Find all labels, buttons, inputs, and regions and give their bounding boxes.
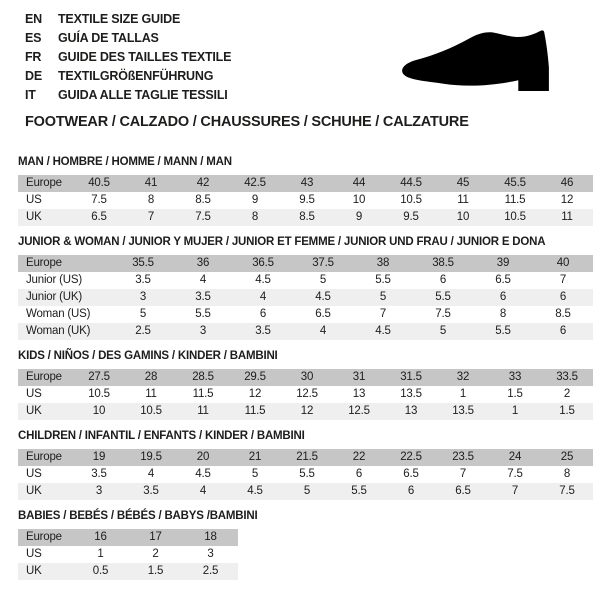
size-cell: 10.5	[400, 194, 422, 206]
size-cell: 12.5	[348, 405, 370, 417]
table-row	[18, 323, 593, 340]
size-cell: 27.5	[88, 371, 110, 383]
size-cell: 5	[319, 274, 327, 286]
size-cell: 7.5	[91, 194, 107, 206]
size-cell: 40	[556, 257, 570, 269]
size-cell: 6	[355, 468, 363, 480]
size-cell: 6.5	[455, 485, 471, 497]
size-cell: 41	[144, 177, 158, 189]
size-cell: 4.5	[195, 468, 211, 480]
row-label: UK	[26, 485, 42, 497]
language-label: GUIDE DES TAILLES TEXTILE	[58, 50, 232, 64]
size-cell: 5	[139, 308, 147, 320]
size-cell: 7	[379, 308, 387, 320]
size-cell: 10.5	[504, 211, 526, 223]
table-title: MAN / HOMBRE / HOMME / MANN / MAN	[18, 156, 232, 168]
size-cell: 23.5	[452, 451, 474, 463]
size-tables	[0, 156, 600, 580]
size-cell: 9.5	[299, 194, 315, 206]
size-cell: 29.5	[244, 371, 266, 383]
size-cell: 7.5	[559, 485, 575, 497]
size-cell: 5.5	[495, 325, 511, 337]
size-cell: 11.5	[244, 405, 266, 417]
size-cell: 11.5	[192, 388, 214, 400]
size-cell: 13.5	[400, 388, 422, 400]
table-row	[18, 289, 593, 306]
language-row	[25, 10, 600, 29]
size-cell: 2	[152, 548, 159, 560]
size-cell: 21.5	[296, 451, 318, 463]
table-row	[18, 546, 238, 563]
size-cell: 39	[496, 257, 510, 269]
size-cell: 10.5	[88, 388, 110, 400]
size-cell: 5	[379, 291, 387, 303]
size-cell: 1	[459, 388, 467, 400]
page-header	[0, 0, 600, 156]
table-row	[18, 529, 238, 546]
language-label: GUIDA ALLE TAGLIE TESSILI	[58, 88, 228, 102]
size-cell: 18	[204, 531, 217, 543]
size-cell: 5.5	[299, 468, 315, 480]
size-cell: 4.5	[375, 325, 391, 337]
row-label: Europe	[26, 371, 62, 383]
row-label: US	[26, 388, 42, 400]
table-row	[18, 483, 593, 500]
size-cell: 17	[149, 531, 162, 543]
size-cell: 4.5	[315, 291, 331, 303]
size-table	[18, 449, 593, 500]
row-label: Europe	[26, 451, 62, 463]
size-cell: 6	[559, 325, 567, 337]
size-cell: 4.5	[247, 485, 263, 497]
size-cell: 21	[248, 451, 262, 463]
size-cell: 11	[561, 211, 573, 223]
size-cell: 43	[300, 177, 314, 189]
size-cell: 9	[251, 194, 259, 206]
size-cell: 7.5	[507, 468, 523, 480]
size-cell: 36.5	[252, 257, 274, 269]
table-row	[18, 403, 593, 420]
size-cell: 6.5	[403, 468, 419, 480]
row-label: US	[26, 548, 42, 560]
size-cell: 31	[352, 371, 366, 383]
size-cell: 8.5	[299, 211, 315, 223]
size-cell: 6	[499, 291, 507, 303]
size-cell: 33.5	[556, 371, 578, 383]
size-cell: 28.5	[192, 371, 214, 383]
row-label: US	[26, 468, 42, 480]
language-code: FR	[25, 50, 42, 64]
size-cell: 6.5	[91, 211, 107, 223]
size-cell: 3	[199, 325, 207, 337]
size-cell: 11	[197, 405, 209, 417]
size-cell: 28	[144, 371, 158, 383]
size-cell: 31.5	[400, 371, 422, 383]
size-cell: 3.5	[255, 325, 271, 337]
size-cell: 33	[508, 371, 522, 383]
size-cell: 4.5	[255, 274, 271, 286]
size-cell: 7	[559, 274, 567, 286]
size-table	[18, 369, 593, 420]
language-code: ES	[25, 31, 42, 45]
size-cell: 10	[352, 194, 366, 206]
size-cell: 38	[376, 257, 390, 269]
size-table-section	[18, 236, 600, 340]
size-cell: 35.5	[132, 257, 154, 269]
size-cell: 1.5	[559, 405, 575, 417]
table-title: BABIES / BEBÉS / BÉBÉS / BABYS /BAMBINI	[18, 510, 258, 522]
table-row	[18, 192, 593, 209]
size-cell: 1	[511, 405, 519, 417]
row-label: UK	[26, 211, 42, 223]
size-cell: 40.5	[88, 177, 110, 189]
size-cell: 7.5	[195, 211, 211, 223]
size-cell: 6.5	[315, 308, 331, 320]
table-row	[18, 369, 593, 386]
size-cell: 1.5	[507, 388, 523, 400]
table-title: KIDS / NIÑOS / DES GAMINS / KINDER / BAMBINI	[18, 350, 278, 362]
size-cell: 8	[563, 468, 571, 480]
size-table	[18, 255, 593, 340]
size-cell: 8	[499, 308, 507, 320]
size-cell: 2	[563, 388, 571, 400]
size-cell: 5.5	[435, 291, 451, 303]
row-label: UK	[26, 405, 42, 417]
size-cell: 4	[199, 485, 207, 497]
table-title: JUNIOR & WOMAN / JUNIOR Y MUJER / JUNIOR ET FEMME / JUNIOR UND FRAU / JUNIOR E DONA	[18, 236, 546, 248]
size-cell: 36	[196, 257, 210, 269]
size-cell: 16	[94, 531, 107, 543]
size-cell: 9	[355, 211, 363, 223]
size-cell: 4	[259, 291, 267, 303]
size-cell: 6	[559, 291, 567, 303]
size-cell: 12	[300, 405, 314, 417]
size-table-section	[18, 350, 600, 420]
table-row	[18, 466, 593, 483]
table-row	[18, 175, 593, 192]
size-table	[18, 175, 593, 226]
size-cell: 32	[456, 371, 470, 383]
size-table-section	[18, 510, 600, 580]
size-cell: 3	[207, 548, 214, 560]
size-cell: 13.5	[452, 405, 474, 417]
size-cell: 7	[147, 211, 155, 223]
size-cell: 3.5	[143, 485, 159, 497]
size-table	[18, 529, 238, 580]
size-cell: 44.5	[400, 177, 422, 189]
language-label: GUÍA DE TALLAS	[58, 31, 159, 45]
size-cell: 8.5	[555, 308, 571, 320]
size-cell: 46	[560, 177, 574, 189]
size-cell: 5.5	[195, 308, 211, 320]
size-cell: 37.5	[312, 257, 334, 269]
size-cell: 38.5	[432, 257, 454, 269]
row-label: Europe	[26, 257, 62, 269]
table-row	[18, 272, 593, 289]
row-label: Europe	[26, 177, 62, 189]
row-label: Europe	[26, 531, 62, 543]
table-row	[18, 306, 593, 323]
table-row	[18, 386, 593, 403]
size-cell: 3.5	[135, 274, 151, 286]
size-table-section	[18, 156, 600, 226]
language-code: EN	[25, 12, 42, 26]
size-cell: 7	[511, 485, 519, 497]
size-cell: 1.5	[147, 565, 164, 577]
size-cell: 12	[560, 194, 574, 206]
size-cell: 19.5	[140, 451, 162, 463]
size-cell: 2.5	[202, 565, 219, 577]
size-cell: 42.5	[244, 177, 266, 189]
size-cell: 30	[300, 371, 314, 383]
size-cell: 5	[303, 485, 311, 497]
size-cell: 7.5	[435, 308, 451, 320]
size-cell: 0.5	[92, 565, 109, 577]
size-cell: 4	[199, 274, 207, 286]
size-cell: 8.5	[195, 194, 211, 206]
row-label: Woman (UK)	[26, 325, 91, 337]
size-cell: 22	[352, 451, 366, 463]
size-cell: 8	[147, 194, 155, 206]
size-table-section	[18, 430, 600, 500]
table-row	[18, 449, 593, 466]
size-cell: 19	[92, 451, 106, 463]
size-cell: 3.5	[195, 291, 211, 303]
size-cell: 5.5	[351, 485, 367, 497]
row-label: UK	[26, 565, 42, 577]
language-label: TEXTILGRÖßENFÜHRUNG	[58, 69, 214, 83]
size-cell: 10	[92, 405, 106, 417]
size-cell: 3	[139, 291, 147, 303]
size-cell: 5	[439, 325, 447, 337]
size-cell: 2.5	[135, 325, 151, 337]
row-label: Junior (US)	[26, 274, 82, 286]
size-cell: 12.5	[296, 388, 318, 400]
size-cell: 6.5	[495, 274, 511, 286]
size-cell: 5.5	[375, 274, 391, 286]
dress-shoe-icon	[394, 28, 576, 100]
size-cell: 1	[97, 548, 104, 560]
size-cell: 44	[352, 177, 366, 189]
size-cell: 4	[319, 325, 327, 337]
table-row	[18, 563, 238, 580]
size-cell: 11.5	[504, 194, 526, 206]
size-cell: 10	[456, 211, 470, 223]
size-cell: 22.5	[400, 451, 422, 463]
size-cell: 12	[248, 388, 262, 400]
size-cell: 45.5	[504, 177, 526, 189]
size-cell: 7	[459, 468, 467, 480]
row-label: Woman (US)	[26, 308, 91, 320]
size-cell: 3.5	[91, 468, 107, 480]
size-cell: 8	[251, 211, 259, 223]
size-cell: 6	[439, 274, 447, 286]
language-code: DE	[25, 69, 42, 83]
table-row	[18, 255, 593, 272]
size-cell: 42	[196, 177, 210, 189]
size-cell: 25	[560, 451, 574, 463]
size-cell: 11	[145, 388, 157, 400]
size-cell: 3	[95, 485, 103, 497]
size-cell: 13	[404, 405, 418, 417]
size-cell: 9.5	[403, 211, 419, 223]
size-cell: 13	[352, 388, 366, 400]
size-cell: 5	[251, 468, 259, 480]
table-row	[18, 209, 593, 226]
size-cell: 4	[147, 468, 155, 480]
size-cell: 10.5	[140, 405, 162, 417]
row-label: US	[26, 194, 42, 206]
size-cell: 6	[259, 308, 267, 320]
size-cell: 6	[407, 485, 415, 497]
size-cell: 45	[456, 177, 470, 189]
category-title: FOOTWEAR / CALZADO / CHAUSSURES / SCHUHE / CALZATURE	[25, 114, 469, 130]
table-title: CHILDREN / INFANTIL / ENFANTS / KINDER / BAMBINI	[18, 430, 305, 442]
language-code: IT	[25, 88, 36, 102]
size-cell: 20	[196, 451, 210, 463]
size-cell: 24	[508, 451, 522, 463]
language-label: TEXTILE SIZE GUIDE	[58, 12, 181, 26]
size-cell: 11	[457, 194, 469, 206]
row-label: Junior (UK)	[26, 291, 82, 303]
